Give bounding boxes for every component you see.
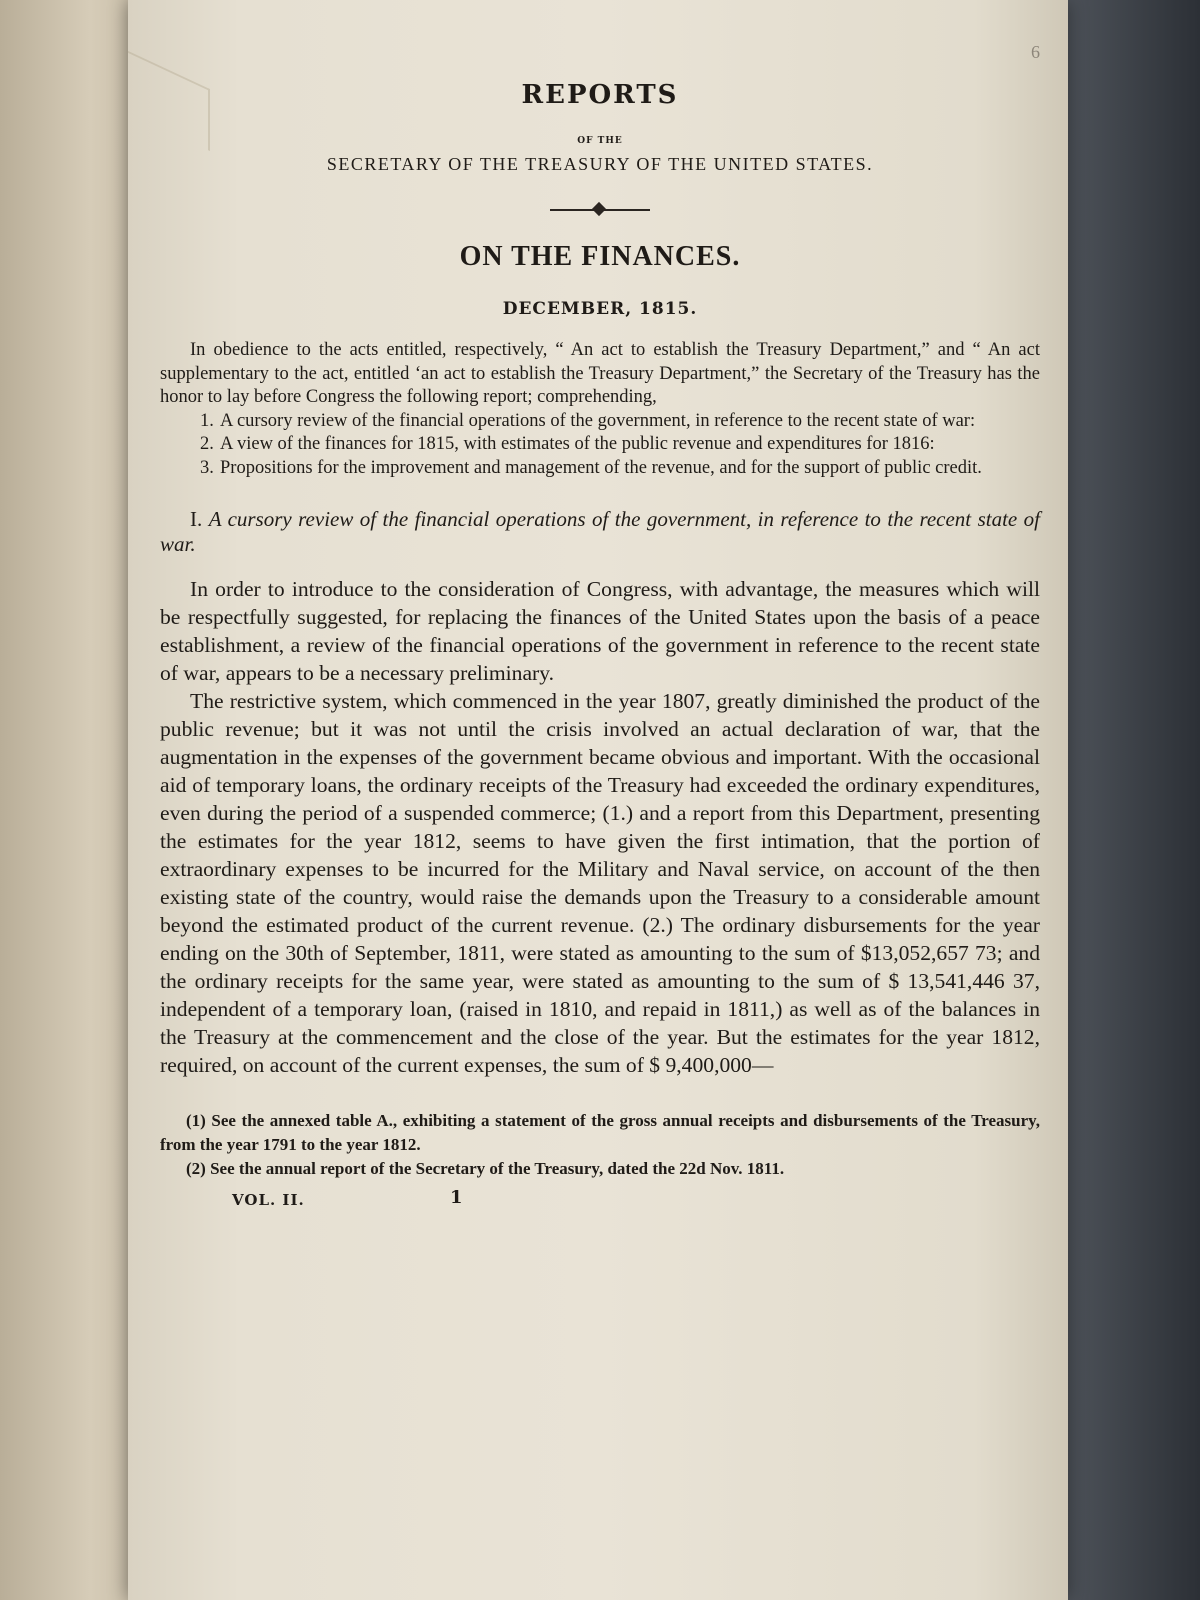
footnote: (2) See the annual report of the Secretary of the Treasury, dated the 22d Nov. 1811.: [186, 1158, 785, 1178]
list-item-number: 3.: [200, 457, 214, 478]
list-item-text: Propositions for the improvement and management of the revenue, and for the support of public credit.: [220, 457, 982, 478]
footnotes: [160, 1109, 1040, 1181]
page-number: 6: [1031, 42, 1040, 62]
footnote: (1) See the annexed table A., exhibiting a statement of the gross annual receipts and disbursements of the Treasury, from the year 1791 to the year 1812.: [160, 1110, 1040, 1154]
body-paragraph: In order to introduce to the consideration of Congress, with advantage, the measures which will be respectfully suggested, for replacing the finances of the United States upon the basis of a peace establishment, a review of the financial operations of the government in reference to the recent state of war, appears to be a necessary preliminary.: [160, 576, 1040, 685]
report-title: REPORTS: [521, 80, 679, 110]
signature-mark: 1: [450, 1186, 463, 1208]
list-item-text: A cursory review of the financial operations of the government, in reference to the recent state of war:: [220, 410, 976, 431]
list-item: [160, 457, 1040, 481]
section-title: A cursory review of the financial operations of the government, in reference to the recent state of war.: [160, 506, 1040, 556]
report-header: [160, 80, 1040, 319]
list-item: [160, 410, 1040, 434]
secretary-line: SECRETARY OF THE TREASURY OF THE UNITED STATES.: [326, 154, 874, 174]
signature-line: [160, 1187, 1040, 1217]
report-contents-list: [160, 410, 1040, 481]
report-subtitle: ON THE FINANCES.: [459, 241, 741, 272]
ornamental-rule: [550, 203, 650, 217]
rule-diamond: [592, 202, 606, 216]
list-item: [160, 433, 1040, 457]
body-paragraph: The restrictive system, which commenced in the year 1807, greatly diminished the product of the public revenue; but it was not until the crisis involved an actual declaration of war, that the augmentation in the expenses of the government became obvious and important. With the occasional aid of temporary loans, the ordinary receipts of the Treasury had exceeded the ordinary expenditures, even during the period of a suspended commerce; (1.) and a report from this Department, presenting the estimates for the year 1812, seems to have given the first intimation, that the portion of extraordinary expenses to be incurred for the Military and Naval service, on account of the then existing state of the country, would raise the demands upon the Treasury to a considerable amount beyond the estimated product of the current revenue. (2.) The ordinary disbursements for the year ending on the 30th of September, 1811, were stated as amounting to the sum of $13,052,657 73; and the ordinary receipts for the same year, were stated as amounting to the sum of $ 13,541,446 37, independent of a temporary loan, (raised in 1810, and repaid in 1811,) as well as of the balances in the Treasury at the commencement and the close of the year. But the estimates for the year 1812, required, on account of the current expenses, the sum of $ 9,400,000—: [160, 688, 1040, 1077]
volume-label: VOL. II.: [232, 1190, 305, 1209]
list-item-text: A view of the finances for 1815, with estimates of the public revenue and expenditures for 1816:: [220, 434, 935, 455]
list-item-number: 2.: [200, 434, 214, 455]
report-date: DECEMBER, 1815.: [502, 299, 698, 319]
section-heading: [160, 507, 1040, 557]
section-numeral: I.: [190, 506, 203, 531]
page-content: [160, 70, 1040, 1217]
of-the-label: OF THE: [577, 136, 623, 146]
list-item-number: 1.: [200, 410, 214, 431]
book-page: [128, 0, 1068, 1600]
intro-paragraph: In obedience to the acts entitled, respectively, “ An act to establish the Treasury Department,” and “ An act supplementary to the act, entitled ‘an act to establish the Treasury Department,” the Secretary of the Treasury has the honor to lay before Congress the following report; comprehending,: [160, 340, 1040, 408]
